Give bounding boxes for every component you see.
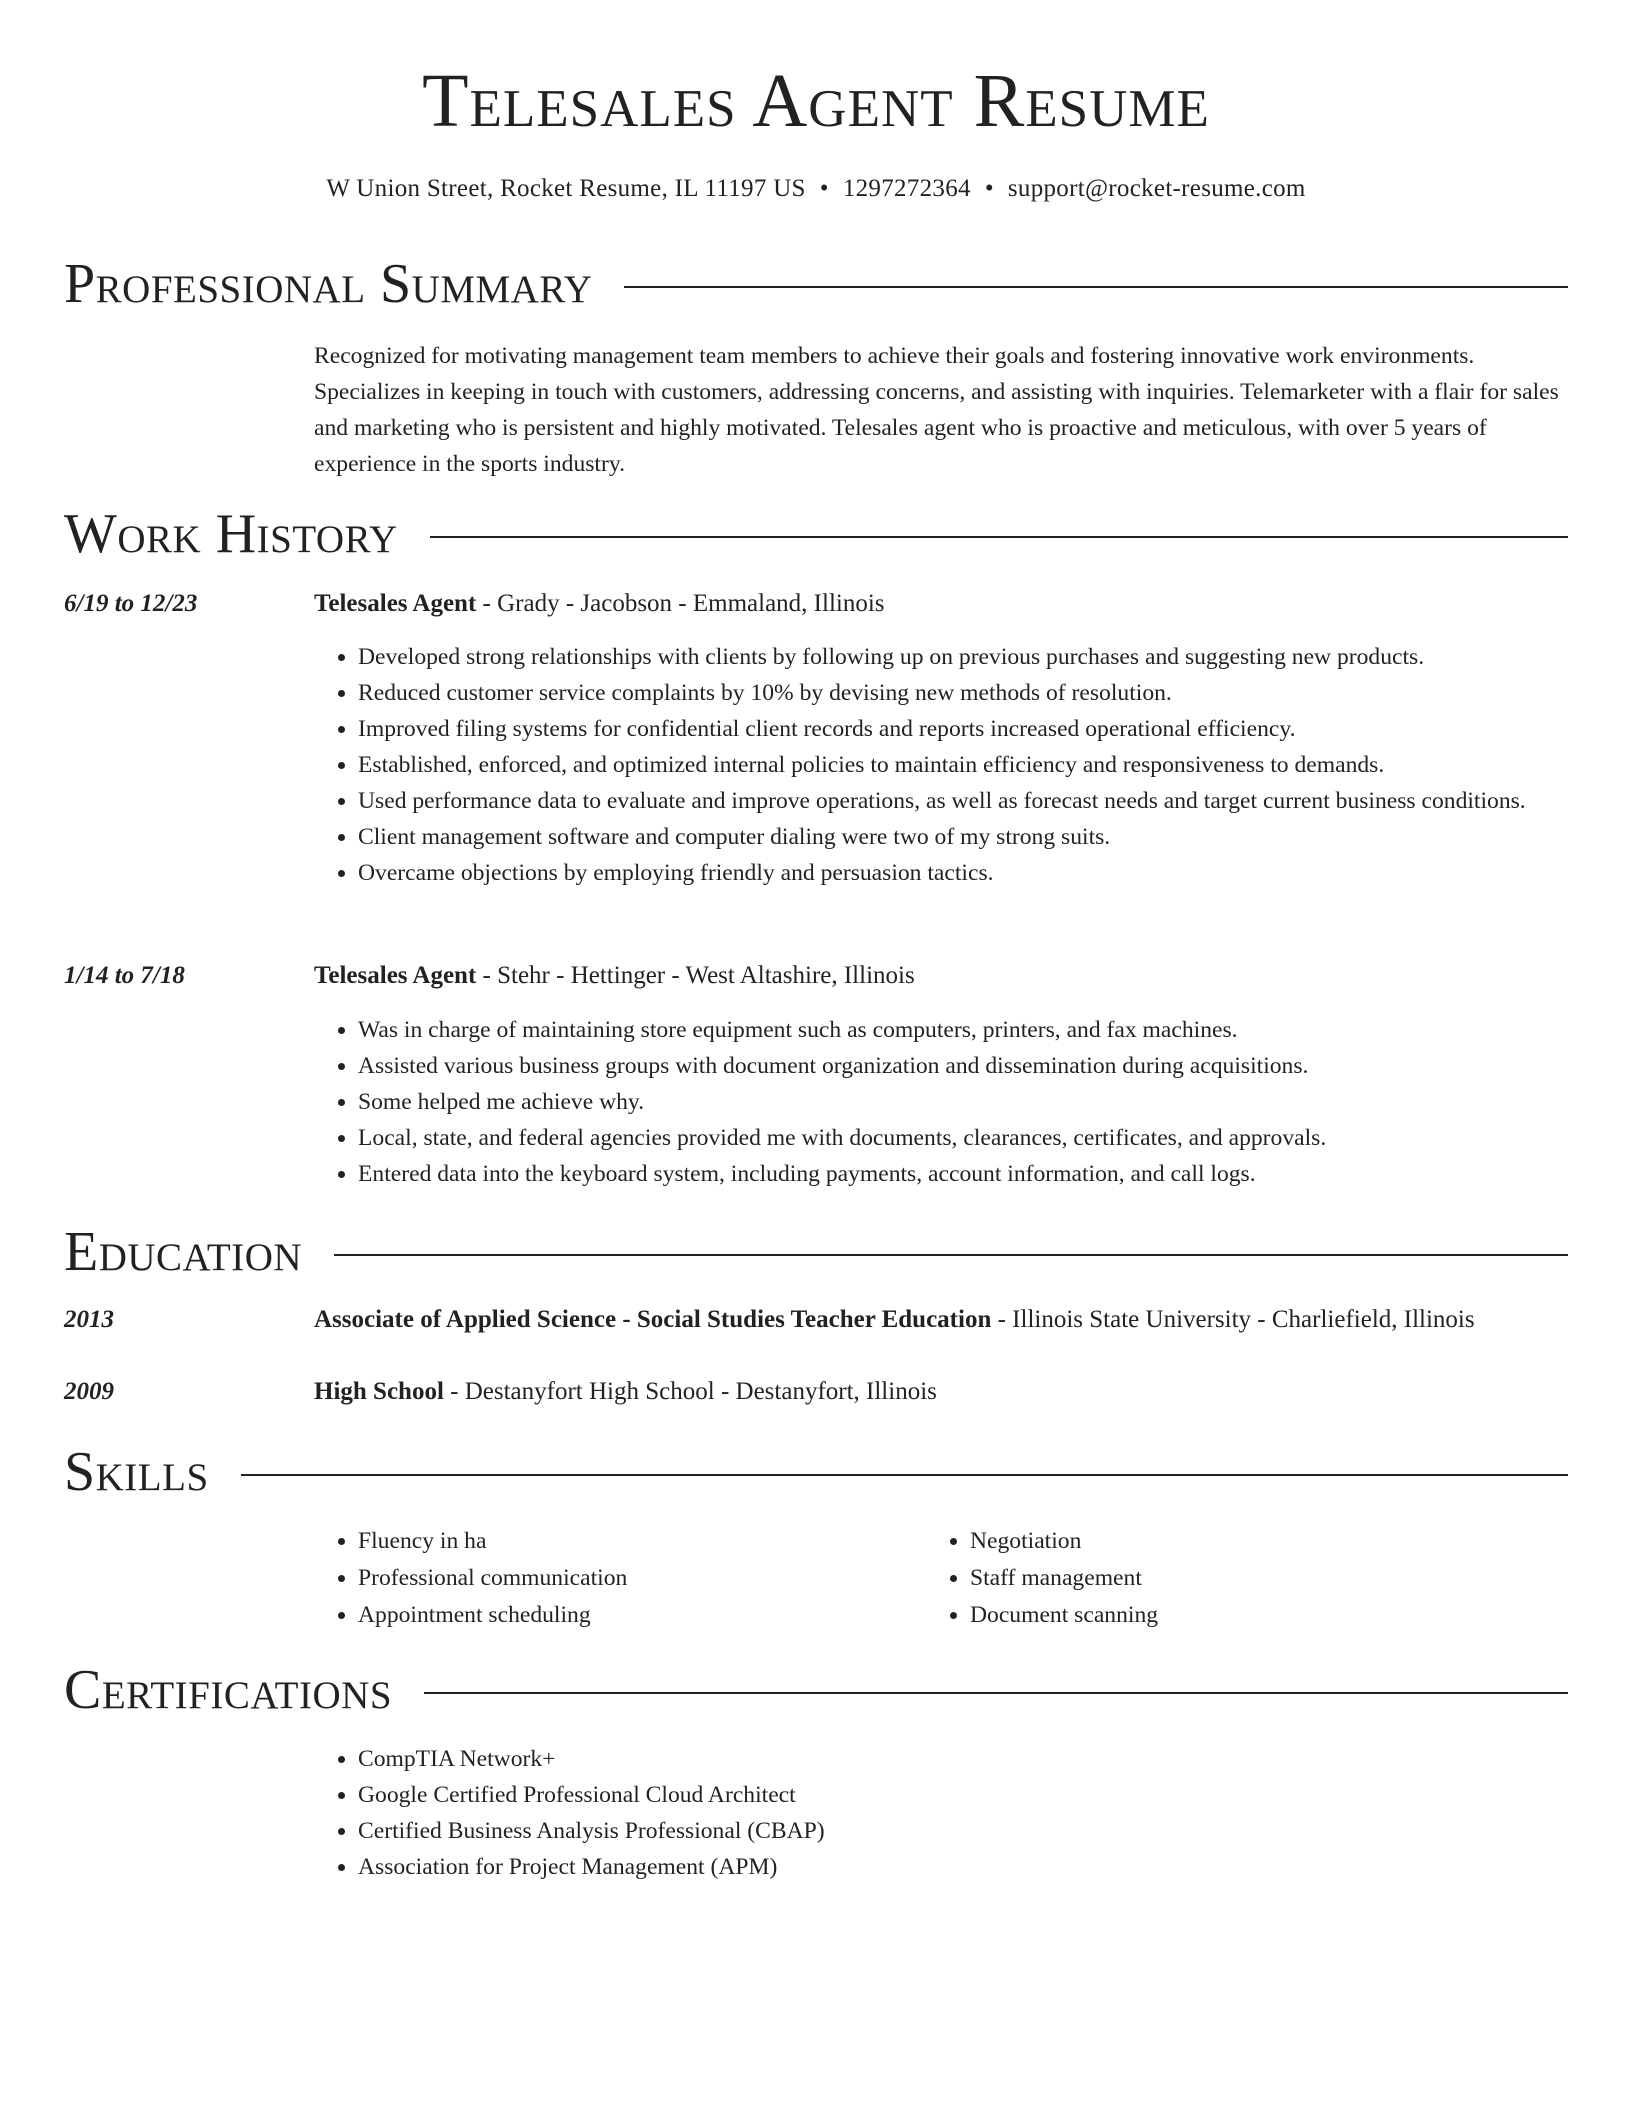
list-item: • Assisted various business groups with document organization and dissemination during acquisitions.	[358, 1048, 1612, 1084]
section-work-heading	[64, 502, 1568, 566]
certification-item: • Association for Project Management (APM)	[358, 1849, 1612, 1885]
job-title: Telesales Agent	[314, 590, 477, 617]
section-summary-heading	[64, 252, 1568, 316]
education-year: 2013	[64, 1306, 114, 1333]
section-title: Work History	[64, 503, 398, 565]
job-dates: 1/14 to 7/18	[64, 962, 185, 989]
contact-line	[0, 172, 1632, 206]
job-title: Telesales Agent	[314, 962, 477, 989]
section-education-heading	[64, 1220, 1568, 1284]
section-divider	[424, 1692, 1568, 1694]
skill-item: • Professional communication	[358, 1560, 918, 1597]
list-item: • Was in charge of maintaining store equipment such as computers, printers, and fax machines.	[358, 1012, 1612, 1048]
certifications-list	[314, 1741, 1612, 1885]
skill-item: • Staff management	[970, 1560, 1530, 1597]
list-item: • Reduced customer service complaints by 10% by devising new methods of resolution.	[358, 675, 1612, 711]
section-divider	[241, 1474, 1568, 1476]
skill-item: • Appointment scheduling	[358, 1597, 918, 1634]
education-entry	[314, 1374, 1574, 1410]
job-heading	[314, 586, 1574, 622]
section-title: Certifications	[64, 1659, 393, 1721]
list-item: • Established, enforced, and optimized internal policies to maintain efficiency and responsiveness to demands.	[358, 747, 1612, 783]
section-title: Skills	[64, 1441, 209, 1503]
contact-email: support@rocket-resume.com	[1007, 175, 1306, 202]
contact-phone: 1297272364	[842, 175, 971, 202]
education-details: - Illinois State University - Charliefield, Illinois	[991, 1306, 1475, 1333]
job-heading	[314, 958, 1574, 994]
section-divider	[334, 1254, 1568, 1256]
contact-separator: •	[984, 175, 994, 202]
skill-item: • Fluency in ha	[358, 1523, 918, 1560]
certification-item: • CompTIA Network+	[358, 1741, 1612, 1777]
resume-title: Telesales Agent Resume	[422, 59, 1210, 143]
job-bullets	[314, 639, 1612, 891]
list-item: • Overcame objections by employing friendly and persuasion tactics.	[358, 855, 1612, 891]
education-degree: High School	[314, 1378, 444, 1405]
list-item: • Client management software and computer dialing were two of my strong suits.	[358, 819, 1612, 855]
education-degree: Associate of Applied Science - Social Studies Teacher Education	[314, 1306, 992, 1333]
list-item: • Some helped me achieve why.	[358, 1084, 1612, 1120]
list-item: • Improved filing systems for confidential client records and reports increased operational efficiency.	[358, 711, 1612, 747]
section-certifications-heading	[64, 1658, 1568, 1722]
skill-item: • Document scanning	[970, 1597, 1530, 1634]
skills-list-right	[926, 1523, 1530, 1634]
certification-item: • Google Certified Professional Cloud Architect	[358, 1777, 1612, 1813]
section-title: Professional Summary	[64, 253, 593, 315]
contact-address: W Union Street, Rocket Resume, IL 11197 US	[326, 175, 806, 202]
list-item: • Developed strong relationships with clients by following up on previous purchases and suggesting new products.	[358, 639, 1612, 675]
list-item: • Local, state, and federal agencies provided me with documents, clearances, certificates, and approvals.	[358, 1120, 1612, 1156]
job-bullets	[314, 1012, 1612, 1192]
summary-text: Recognized for motivating management team members to achieve their goals and fostering innovative work environments. Specializes in keeping in touch with customers, addressing concerns, and assisting with inquiries. Telemarketer with a flair for sales and marketing who is persistent and highly motivated. Telesales agent who is proactive and meticulous, with over 5 years of experience in the sports industry.	[314, 343, 1559, 477]
job-dates: 6/19 to 12/23	[64, 590, 198, 617]
section-skills-heading	[64, 1440, 1568, 1504]
section-divider	[430, 536, 1568, 538]
education-year: 2009	[64, 1378, 114, 1405]
list-item: • Used performance data to evaluate and improve operations, as well as forecast needs and target current business conditions.	[358, 783, 1612, 819]
skills-list-left	[314, 1523, 918, 1634]
education-details: - Destanyfort High School - Destanyfort, Illinois	[443, 1378, 937, 1405]
certification-item: • Certified Business Analysis Professional (CBAP)	[358, 1813, 1612, 1849]
job-details: - Stehr - Hettinger - West Altashire, Illinois	[476, 962, 915, 989]
contact-separator: •	[819, 175, 829, 202]
education-entry	[314, 1302, 1574, 1338]
list-item: • Entered data into the keyboard system, including payments, account information, and call logs.	[358, 1156, 1612, 1192]
skill-item: • Negotiation	[970, 1523, 1530, 1560]
job-details: - Grady - Jacobson - Emmaland, Illinois	[476, 590, 885, 617]
section-divider	[624, 286, 1568, 288]
section-title: Education	[64, 1221, 303, 1283]
